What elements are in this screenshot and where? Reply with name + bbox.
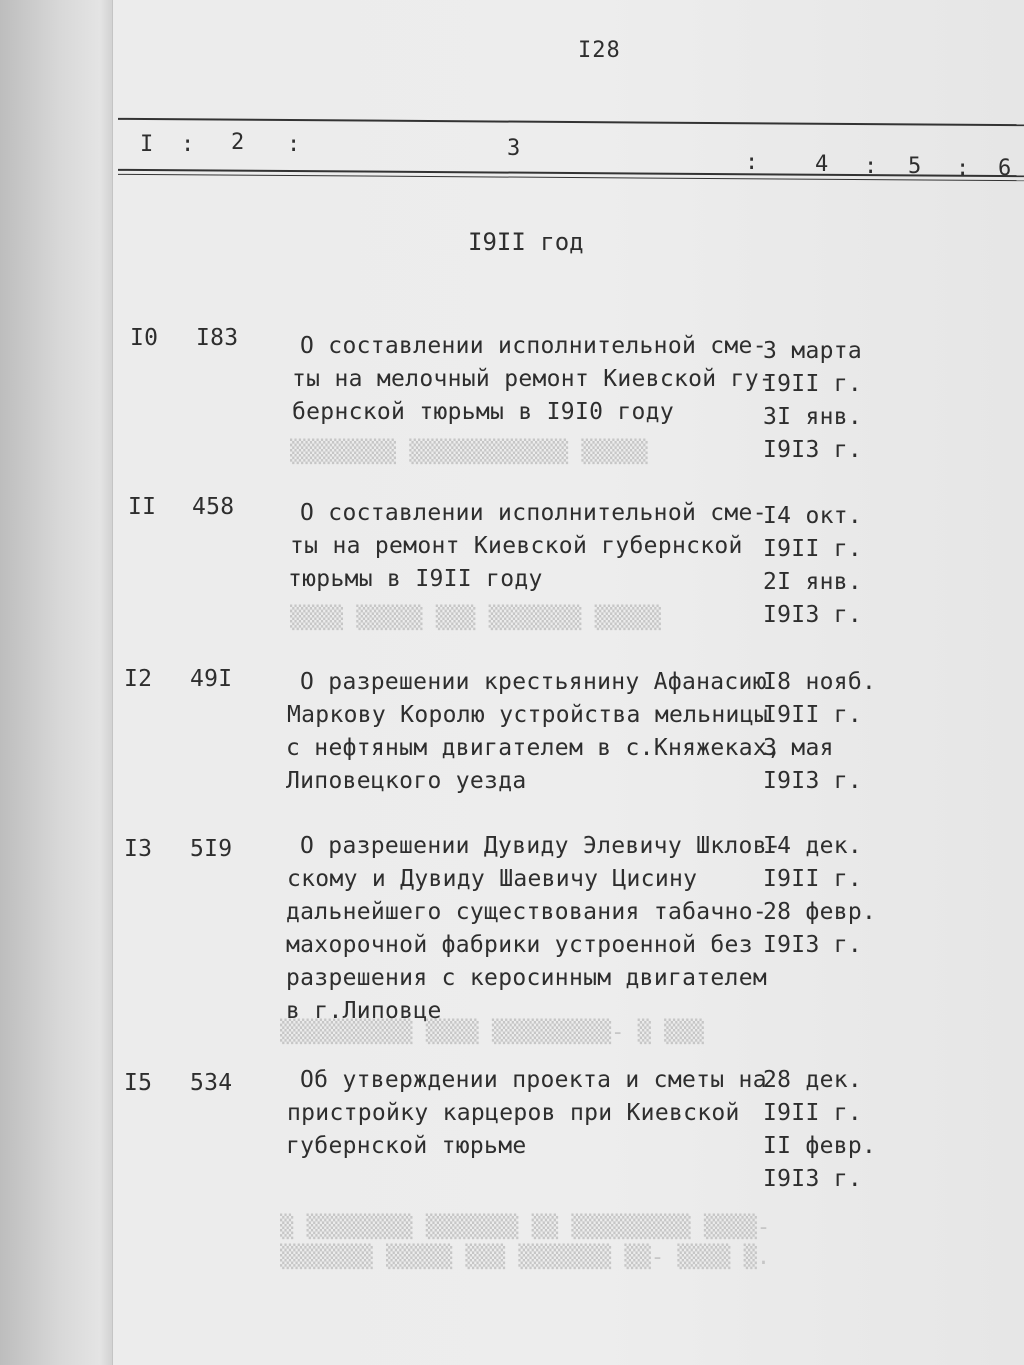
entry-number: I0 [130, 325, 159, 351]
entry-description-line: губернской тюрьме [286, 1133, 527, 1159]
entry-date-line: 28 февр. [763, 899, 877, 925]
header-separator: : [287, 132, 301, 157]
header-bottom-rule [118, 169, 1024, 177]
entry-date-line: I9I3 г. [763, 437, 863, 463]
header-separator: : [864, 154, 878, 179]
entry-file-number: 458 [192, 494, 235, 520]
entry-date-line: I9II г. [763, 702, 863, 728]
header-col-2: 2 [231, 130, 245, 155]
bleed-through-text: ▒▒▒▒▒▒▒▒ ▒▒▒▒▒▒▒▒▒▒▒▒ ▒▒▒▒▒ [290, 440, 648, 465]
header-separator: : [181, 132, 195, 157]
entry-date-line: I8 нояб. [763, 669, 877, 695]
entry-description-line: дальнейшего существования табачно- [286, 899, 768, 925]
entry-description-line: с нефтяным двигателем в с.Княжеках, [286, 735, 782, 761]
entry-date-line: II февр. [763, 1133, 877, 1159]
entry-date-line: I9I3 г. [763, 1166, 863, 1192]
bleed-through-text: ▒▒▒▒▒▒▒▒▒▒ ▒▒▒▒ ▒▒▒▒▒▒▒▒▒- ▒ ▒▒▒ [280, 1020, 704, 1045]
header-separator: : [956, 156, 970, 181]
entry-date-line: I9II г. [763, 536, 863, 562]
entry-number: I2 [124, 666, 153, 692]
entry-date-line: I9I3 г. [763, 602, 863, 628]
entry-description-line: Об утверждении проекта и сметы на [300, 1067, 767, 1093]
entry-description-line: махорочной фабрики устроенной без [286, 932, 753, 958]
bleed-through-text: ▒▒▒▒ ▒▒▒▒▒ ▒▒▒ ▒▒▒▒▒▒▒ ▒▒▒▒▒ [290, 606, 661, 631]
entry-date-line: I9II г. [763, 866, 863, 892]
entry-date-line: I9II г. [763, 1100, 863, 1126]
bleed-through-text: ▒▒▒▒▒▒▒ ▒▒▒▒▒ ▒▒▒ ▒▒▒▒▒▒▒ ▒▒- ▒▒▒▒ ▒. [280, 1245, 771, 1270]
entry-date-line: 3 мая [763, 735, 834, 761]
bleed-through-text: ▒ ▒▒▒▒▒▒▒▒ ▒▒▒▒▒▒▒ ▒▒ ▒▒▒▒▒▒▒▒▒ ▒▒▒▒- [280, 1215, 771, 1240]
header-col-6: 6 [998, 156, 1012, 181]
section-title: I9II год [468, 228, 584, 256]
entry-description-line: ты на мелочный ремонт Киевской гу- [292, 366, 774, 392]
entry-description-line: разрешения с керосинным двигателем [286, 965, 768, 991]
book-spine-shadow [0, 0, 113, 1365]
entry-description-line: ты на ремонт Киевской губернской [290, 533, 743, 559]
entry-number: I3 [124, 836, 153, 862]
entry-number: II [128, 494, 157, 520]
header-separator: : [745, 150, 759, 175]
entry-date-line: 28 дек. [763, 1067, 863, 1093]
entry-description-line: О разрешении Дувиду Элевичу Шклов- [300, 833, 782, 859]
entry-description-line: тюрьмы в I9II году [288, 566, 543, 592]
entry-description-line: пристройку карцеров при Киевской [287, 1100, 740, 1126]
entry-date-line: 3 марта [763, 338, 863, 364]
entry-number: I5 [124, 1070, 153, 1096]
entry-date-line: I4 дек. [763, 833, 863, 859]
entry-description-line: Маркову Королю устройства мельницы [287, 702, 769, 728]
entry-file-number: 49I [190, 666, 233, 692]
entry-file-number: I83 [196, 325, 239, 351]
header-col-1: I [140, 132, 154, 157]
header-col-3: 3 [507, 136, 521, 161]
entry-description-line: О разрешении крестьянину Афанасию [300, 669, 767, 695]
header-top-rule [118, 118, 1024, 126]
entry-date-line: 2I янв. [763, 569, 863, 595]
entry-description-line: О составлении исполнительной сме- [300, 333, 767, 359]
entry-description-line: скому и Дувиду Шаевичу Цисину [287, 866, 698, 892]
entry-date-line: I9I3 г. [763, 768, 863, 794]
header-col-5: 5 [908, 154, 922, 179]
header-col-4: 4 [815, 152, 829, 177]
entry-file-number: 5I9 [190, 836, 233, 862]
entry-date-line: 3I янв. [763, 404, 863, 430]
entry-description-line: О составлении исполнительной сме- [300, 500, 767, 526]
entry-file-number: 534 [190, 1070, 233, 1096]
entry-description-line: Липовецкого уезда [286, 768, 527, 794]
entry-description-line: бернской тюрьмы в I9I0 году [292, 399, 674, 425]
entry-date-line: I9I3 г. [763, 932, 863, 958]
entry-date-line: I4 окт. [763, 503, 863, 529]
entry-description-line: в г.Липовце [286, 998, 442, 1024]
page-number: I28 [578, 38, 621, 63]
entry-date-line: I9II г. [763, 371, 863, 397]
